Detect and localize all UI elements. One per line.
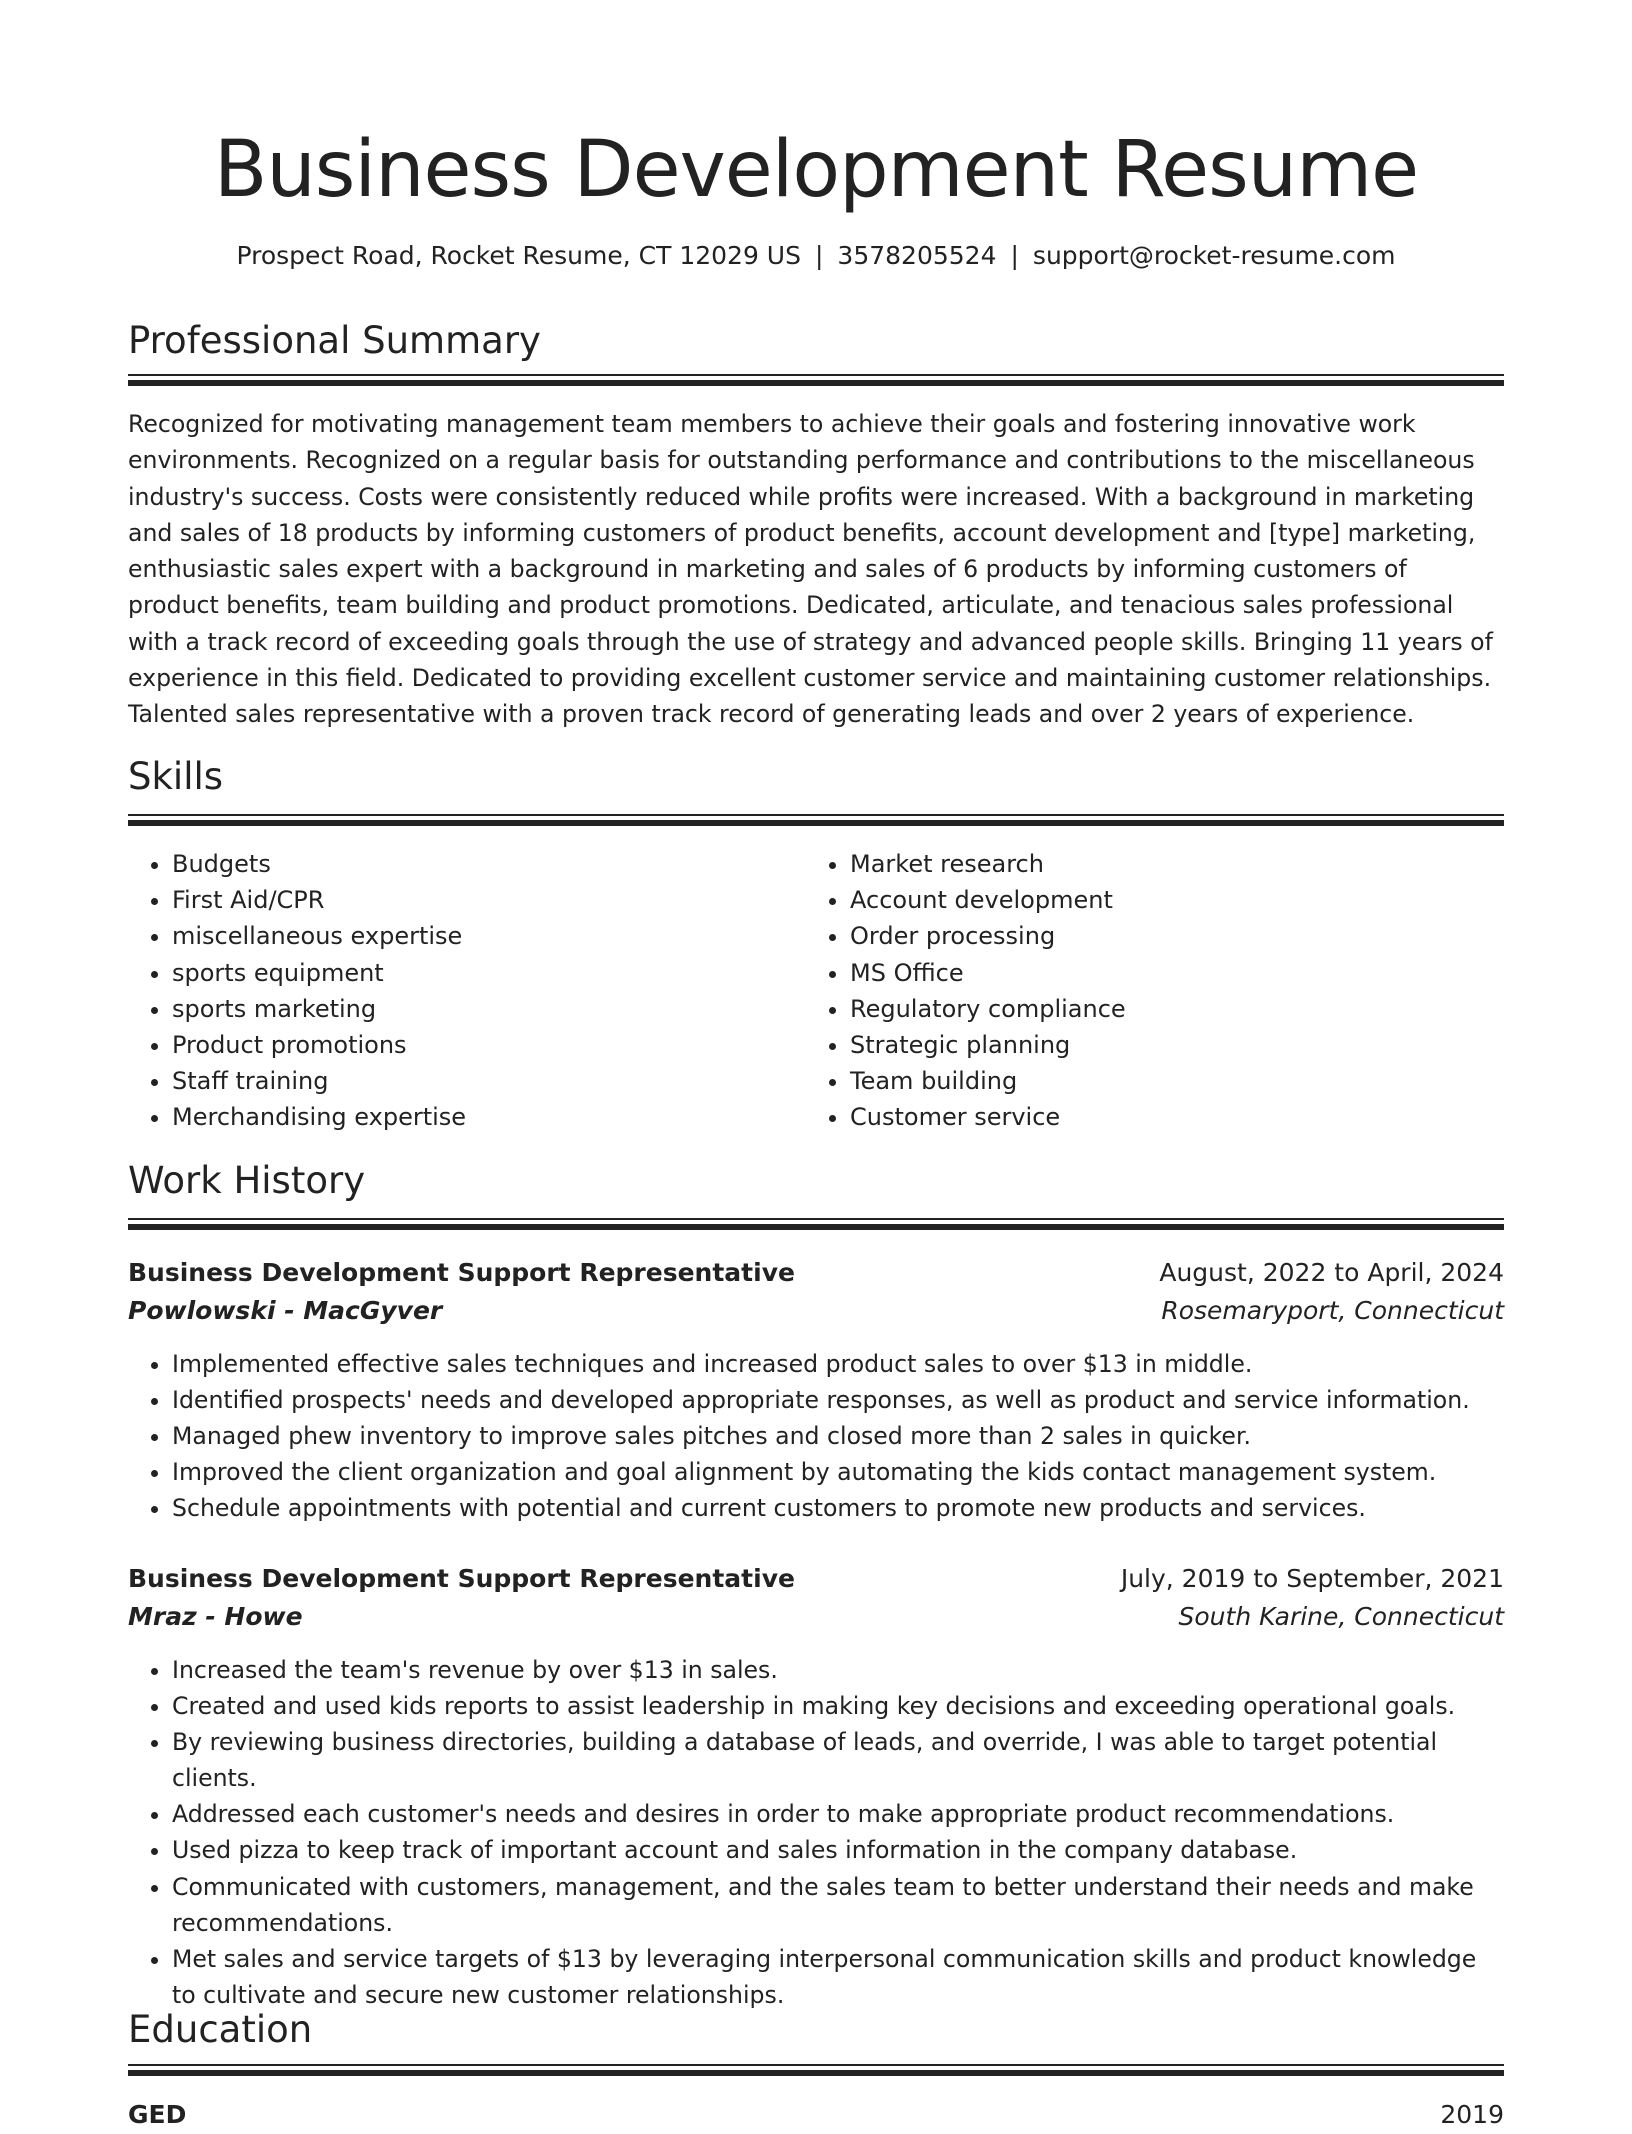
skill-item: • Order processing [850,918,1504,954]
job-role: Business Development Support Representative [128,1258,795,1287]
skill-item: • Customer service [850,1099,1504,1135]
job-bullet: • Schedule appointments with potential and current customers to promote new products and services. [172,1490,1504,1526]
job-company-row [128,1598,1504,1636]
job-bullet: • Managed phew inventory to improve sales pitches and closed more than 2 sales in quicker. [172,1418,1504,1454]
skill-item: • miscellaneous expertise [172,918,806,954]
contact-address: Prospect Road, Rocket Resume, CT 12029 US [236,241,801,270]
skill-item: • Regulatory compliance [850,991,1504,1027]
contact-phone: 3578205524 [837,241,997,270]
skill-item: • Account development [850,882,1504,918]
job-bullets [128,1652,1504,2013]
skill-item: • Budgets [172,846,806,882]
contact-separator: | [1010,241,1019,270]
contact-email[interactable]: support@rocket-resume.com [1032,241,1396,270]
job-role: Business Development Support Representative [128,1564,795,1593]
job-location: South Karine, Connecticut [1178,1602,1504,1631]
job-bullets [128,1346,1504,1526]
education-year: 2019 [1440,2100,1504,2129]
skills-list-right [806,846,1504,1136]
job-bullet: • By reviewing business directories, building a database of leads, and override, I was able to target potential clients. [172,1724,1504,1796]
job-dates: July, 2019 to September, 2021 [1120,1564,1504,1593]
job-company: Powlowski - MacGyver [128,1296,443,1325]
job-bullet: • Created and used kids reports to assist leadership in making key decisions and exceeding operational goals. [172,1688,1504,1724]
job-dates: August, 2022 to April, 2024 [1159,1258,1504,1287]
skill-item: • Market research [850,846,1504,882]
section-title-skills: Skills [128,755,224,798]
skill-item: • Strategic planning [850,1027,1504,1063]
job-bullet: • Identified prospects' needs and developed appropriate responses, as well as product and service information. [172,1382,1504,1418]
contact-line [128,238,1504,274]
job-bullet: • Addressed each customer's needs and desires in order to make appropriate product recommendations. [172,1796,1504,1832]
skill-item: • MS Office [850,955,1504,991]
job-location: Rosemaryport, Connecticut [1161,1296,1504,1325]
job-bullet: • Improved the client organization and goal alignment by automating the kids contact management system. [172,1454,1504,1490]
job-bullet: • Communicated with customers, management, and the sales team to better understand their needs and make recommendations. [172,1869,1504,1941]
skill-item: • Merchandising expertise [172,1099,806,1135]
job-company: Mraz - Howe [128,1602,303,1631]
skill-item: • Product promotions [172,1027,806,1063]
section-title-work-history: Work History [128,1159,366,1202]
education-row [128,2096,1504,2134]
section-divider [128,374,1504,386]
section-divider [128,2064,1504,2076]
job-company-row [128,1292,1504,1330]
job-bullet: • Used pizza to keep track of important account and sales information in the company database. [172,1832,1504,1868]
job-bullet: • Implemented effective sales techniques and increased product sales to over $13 in middle. [172,1346,1504,1382]
skill-item: • Staff training [172,1063,806,1099]
skill-item: • sports equipment [172,955,806,991]
contact-separator: | [814,241,824,270]
section-title-summary: Professional Summary [128,319,541,362]
section-divider [128,1218,1504,1230]
section-title-education: Education [128,2008,313,2051]
skill-item: • sports marketing [172,991,806,1027]
skill-item: • Team building [850,1063,1504,1099]
skill-item: • First Aid/CPR [172,882,806,918]
job-bullet: • Increased the team's revenue by over $13 in sales. [172,1652,1504,1688]
section-divider [128,814,1504,826]
resume-title: Business Development Resume [213,125,1419,215]
job-title-row [128,1254,1504,1292]
job-title-row [128,1560,1504,1598]
education-degree: GED [128,2100,187,2129]
summary-text: Recognized for motivating management team members to achieve their goals and fostering innovative work environments. Recognized on a regular basis for outstanding performance and contributions to the miscellaneous industry's success. Costs were consistently reduced while profits were increased. With a background in marketing and sales of 18 products by informing customers of product benefits, account development and [type] marketing, enthusiastic sales expert with a background in marketing and sales of 6 products by informing customers of product benefits, team building and product promotions. Dedicated, articulate, and tenacious sales professional with a track record of exceeding goals through the use of strategy and advanced people skills. Bringing 11 years of experience in this field. Dedicated to providing excellent customer service and maintaining customer relationships. Talented sales representative with a proven track record of generating leads and over 2 years of experience. [128,410,1493,729]
job-bullet: • Met sales and service targets of $13 by leveraging interpersonal communication skills and product knowledge to cultivate and secure new customer relationships. [172,1941,1504,2013]
skills-list-left [128,846,806,1136]
